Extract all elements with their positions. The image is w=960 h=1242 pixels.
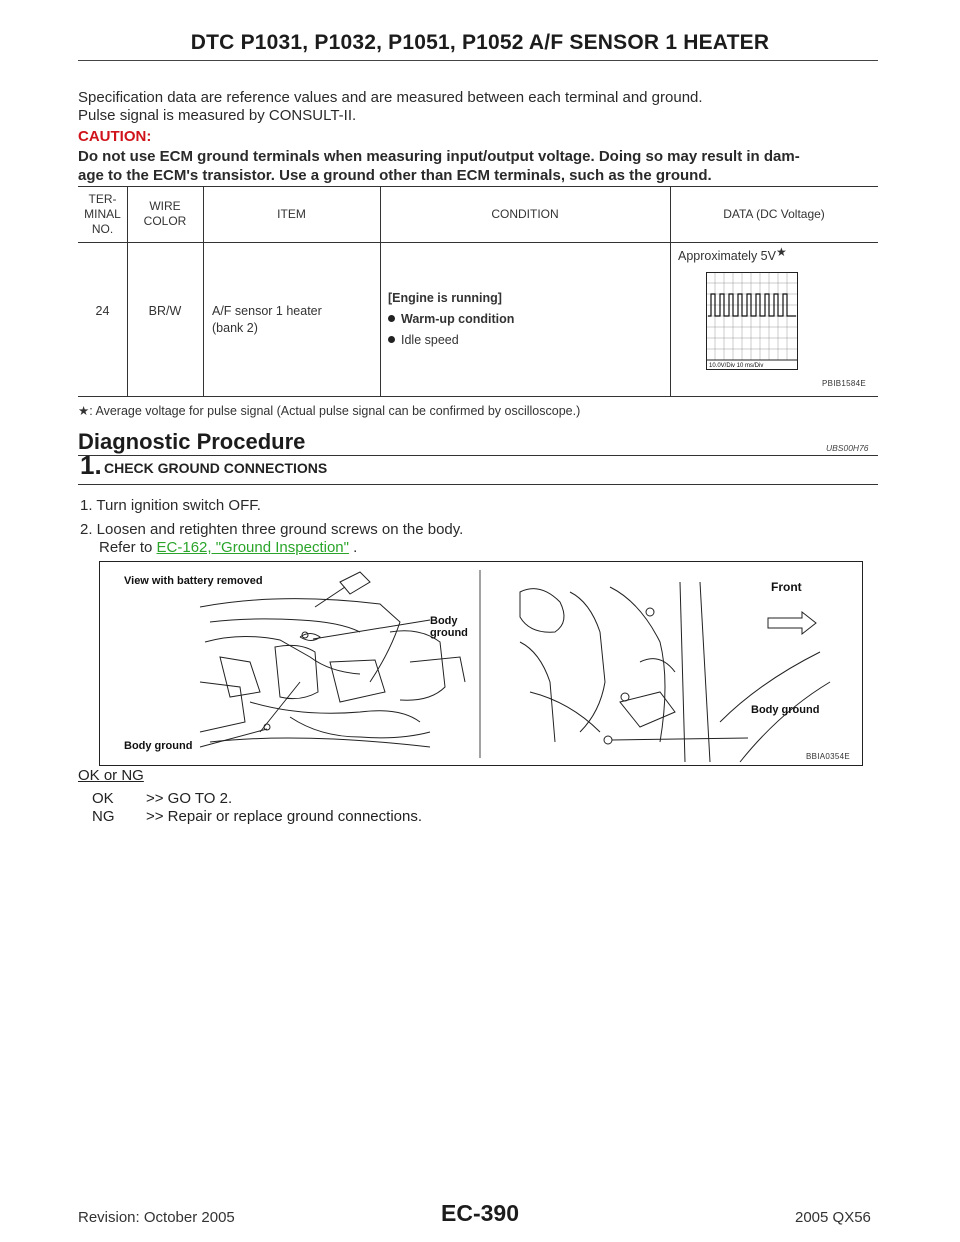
header-item: ITEM <box>277 207 306 221</box>
scope-readout: 10.0V/Div 10 ms/Div <box>709 363 764 369</box>
condition-bullet-1 <box>388 311 514 328</box>
table-footnote <box>78 403 580 418</box>
cell-condition <box>388 290 514 349</box>
bullet-icon <box>388 315 395 322</box>
section-divider <box>78 455 878 456</box>
cell-terminal: 24 <box>95 304 110 318</box>
section-ref-code: UBS00H76 <box>826 443 869 453</box>
bullet-icon <box>388 336 395 343</box>
condition-bullet-2 <box>388 332 514 349</box>
step-title: CHECK GROUND CONNECTIONS <box>104 460 328 476</box>
label-body-ground-right: Body ground <box>751 704 820 716</box>
caution-line-2: age to the ECM's transistor. Use a ground other than ECM terminals, such as the ground. <box>78 167 712 184</box>
cell-data-value <box>678 245 787 265</box>
refer-prefix: Refer to <box>99 539 153 556</box>
ground-inspection-link[interactable]: EC-162, "Ground Inspection" <box>156 539 349 556</box>
header-wire-2: COLOR <box>143 214 187 228</box>
caution-label: CAUTION: <box>78 128 152 145</box>
cell-item-line-2: (bank 2) <box>212 321 258 335</box>
instruction-1: 1. Turn ignition switch OFF. <box>80 497 261 514</box>
header-terminal-3: NO. <box>91 222 114 236</box>
header-divider <box>78 60 878 61</box>
label-body-ground-top-1: Body <box>430 615 458 627</box>
header-terminal-1: TER- <box>88 192 117 206</box>
ok-ng-label: OK or NG <box>78 767 144 784</box>
footer-revision: Revision: October 2005 <box>78 1209 235 1226</box>
header-terminal <box>78 192 127 237</box>
header-data: DATA (DC Voltage) <box>723 207 825 221</box>
ground-location-figure <box>99 561 863 766</box>
ng-label: NG <box>92 808 115 825</box>
cell-item-line-1: A/F sensor 1 heater <box>212 304 322 318</box>
table-bottom-line <box>78 396 878 397</box>
refer-line <box>99 538 357 557</box>
terminal-table <box>78 186 878 397</box>
page-number: EC-390 <box>441 1200 519 1226</box>
condition-title: [Engine is running] <box>388 291 502 305</box>
step-number: 1. <box>80 450 102 480</box>
data-value-text: Approximately 5V <box>678 249 776 263</box>
intro-line-2: Pulse signal is measured by CONSULT-II. <box>78 107 357 124</box>
instruction-2: 2. Loosen and retighten three ground screws on the body. <box>80 521 464 538</box>
header-wire-color <box>127 199 203 229</box>
caution-line-1: Do not use ECM ground terminals when measuring input/output voltage. Doing so may result in dam- <box>78 148 800 165</box>
header-wire-1: WIRE <box>149 199 181 213</box>
header-terminal-2: MINAL <box>84 207 121 221</box>
footnote-text: : Average voltage for pulse signal (Actual pulse signal can be confirmed by oscilloscope.) <box>89 404 581 418</box>
footer-model: 2005 QX56 <box>795 1209 871 1226</box>
table-top-line <box>78 186 878 187</box>
star-icon: ★ <box>775 245 787 259</box>
header-condition: CONDITION <box>491 207 559 221</box>
step-divider <box>78 484 878 485</box>
scope-caption: PBIB1584E <box>822 379 867 388</box>
condition-bullet-1-text: Warm-up condition <box>401 312 515 326</box>
ok-label: OK <box>92 790 114 807</box>
page-title: DTC P1031, P1032, P1051, P1052 A/F SENSOR 1 HEATER <box>190 31 770 54</box>
table-header-line <box>78 242 878 243</box>
label-view-battery-removed: View with battery removed <box>124 575 263 587</box>
label-body-ground-top-2: ground <box>430 627 468 639</box>
refer-suffix: . <box>353 539 358 556</box>
figure-caption: BBIA0354E <box>806 752 851 761</box>
section-heading: Diagnostic Procedure <box>78 429 306 454</box>
oscilloscope-waveform <box>706 272 798 376</box>
ok-text: >> GO TO 2. <box>146 790 233 807</box>
label-body-ground-left: Body ground <box>124 740 193 752</box>
star-icon: ★ <box>78 404 90 418</box>
ng-text: >> Repair or replace ground connections. <box>146 808 423 825</box>
cell-wire-color: BR/W <box>148 304 182 318</box>
label-front: Front <box>771 580 802 594</box>
cell-item <box>212 303 322 337</box>
condition-bullet-2-text: Idle speed <box>401 333 459 347</box>
engine-bay-illustration <box>100 562 862 765</box>
label-body-ground-top <box>430 615 468 639</box>
intro-line-1: Specification data are reference values and are measured between each terminal and ground. <box>78 89 703 106</box>
